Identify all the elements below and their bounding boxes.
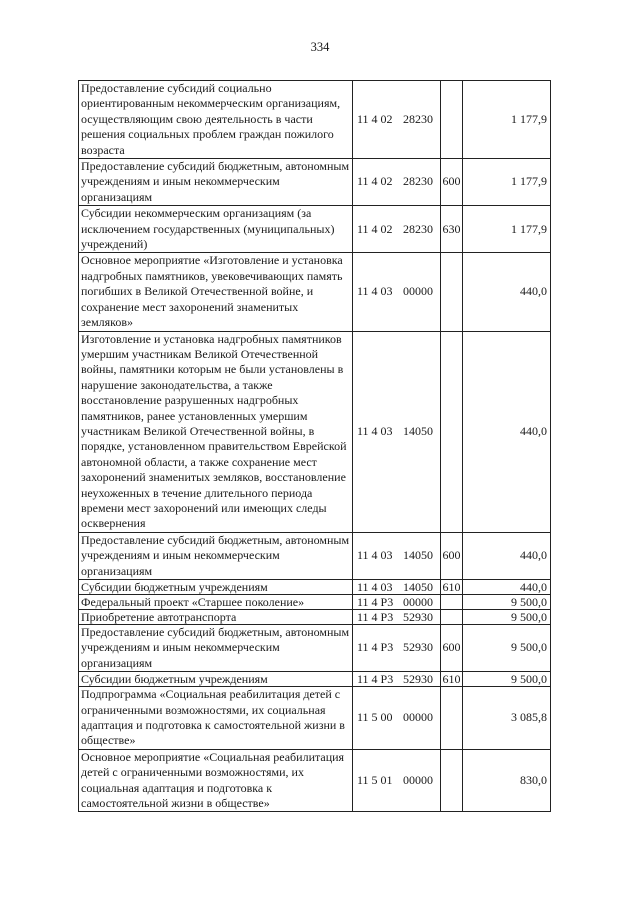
row-name: Субсидии бюджетным учреждениям	[79, 580, 353, 595]
table-row	[79, 81, 551, 159]
program-code: 11 4 03	[357, 423, 393, 438]
program-code: 11 4 P3	[357, 595, 394, 609]
row-code	[353, 331, 441, 532]
table-row	[79, 253, 551, 331]
program-code: 11 4 P3	[357, 672, 394, 687]
amount: 440,0	[463, 253, 551, 331]
amount: 9 500,0	[463, 625, 551, 672]
row-name: Подпрограмма «Социальная реабилитация детей с ограниченными возможностями, их социальная адаптация и подготовка к самостоятельной жизни в обществе»	[79, 687, 353, 750]
direction-code: 28230	[403, 221, 433, 236]
program-code: 11 5 01	[357, 772, 393, 787]
row-code	[353, 595, 441, 610]
expense-type	[441, 595, 463, 610]
row-name: Предоставление субсидий бюджетным, автономным учреждениям и иным некоммерческим организациям	[79, 159, 353, 206]
expense-type: 600	[441, 532, 463, 579]
table-row	[79, 580, 551, 595]
direction-code: 28230	[403, 174, 433, 189]
row-code	[353, 159, 441, 206]
row-code	[353, 81, 441, 159]
amount: 440,0	[463, 331, 551, 532]
table-row	[79, 331, 551, 532]
table-row	[79, 610, 551, 625]
table-row	[79, 206, 551, 253]
amount: 440,0	[463, 580, 551, 595]
expense-type	[441, 253, 463, 331]
direction-code: 52930	[403, 640, 433, 655]
table-row	[79, 749, 551, 812]
direction-code: 00000	[403, 710, 433, 725]
table-row	[79, 672, 551, 687]
row-code	[353, 672, 441, 687]
row-code	[353, 532, 441, 579]
program-code: 11 4 02	[357, 111, 393, 126]
row-name: Предоставление субсидий бюджетным, автономным учреждениям и иным некоммерческим организациям	[79, 532, 353, 579]
amount: 3 085,8	[463, 687, 551, 750]
row-code	[353, 253, 441, 331]
page-number: 334	[310, 40, 330, 54]
expense-type	[441, 81, 463, 159]
table-row	[79, 625, 551, 672]
amount: 9 500,0	[463, 672, 551, 687]
program-code: 11 4 03	[357, 548, 393, 563]
amount: 1 177,9	[463, 206, 551, 253]
program-code: 11 4 02	[357, 174, 393, 189]
expense-type	[441, 331, 463, 532]
expense-type	[441, 749, 463, 812]
table-row	[79, 595, 551, 610]
amount: 9 500,0	[463, 595, 551, 610]
row-name: Основное мероприятие «Социальная реабилитация детей с ограниченными возможностями, их социальная адаптация и подготовка к самостоятельной жизни в обществе»	[79, 749, 353, 812]
row-name: Федеральный проект «Старшее поколение»	[79, 595, 353, 610]
program-code: 11 4 P3	[357, 640, 394, 655]
program-code: 11 5 00	[357, 710, 393, 725]
direction-code: 00000	[403, 595, 433, 609]
amount: 440,0	[463, 532, 551, 579]
direction-code: 52930	[403, 610, 433, 624]
table-row	[79, 532, 551, 579]
direction-code: 14050	[403, 548, 433, 563]
direction-code: 14050	[403, 423, 433, 438]
row-code	[353, 625, 441, 672]
program-code: 11 4 03	[357, 580, 393, 594]
direction-code: 28230	[403, 111, 433, 126]
row-code	[353, 610, 441, 625]
row-code	[353, 206, 441, 253]
row-name: Предоставление субсидий бюджетным, автономным учреждениям и иным некоммерческим организациям	[79, 625, 353, 672]
program-code: 11 4 P3	[357, 610, 394, 624]
row-name: Изготовление и установка надгробных памятников умершим участникам Великой Отечественной войны, памятники которым не были установлены в нарушение законодательства, а также восстановление разрушенных надгробных памятников, ранее установленных умершим участникам Великой Отечественной войны, в порядке, установленном правительством Еврейской автономной области, а также сохранение мест захоронений знаменитых земляков, восстановление неухоженных в течение длительного периода времени мест захоронений или имеющих следы осквернения	[79, 331, 353, 532]
row-name: Предоставление субсидий социально ориентированным некоммерческим организациям, осуществляющим свою деятельность в части решения социальных проблем граждан пожилого возраста	[79, 81, 353, 159]
expense-type	[441, 610, 463, 625]
amount: 830,0	[463, 749, 551, 812]
direction-code: 52930	[403, 672, 433, 687]
amount: 9 500,0	[463, 610, 551, 625]
program-code: 11 4 02	[357, 221, 393, 236]
expense-type	[441, 687, 463, 750]
amount: 1 177,9	[463, 159, 551, 206]
row-name: Субсидии некоммерческим организациям (за исключением государственных (муниципальных) учреждений)	[79, 206, 353, 253]
row-name: Приобретение автотранспорта	[79, 610, 353, 625]
budget-table	[78, 80, 551, 812]
direction-code: 00000	[403, 284, 433, 299]
row-name: Субсидии бюджетным учреждениям	[79, 672, 353, 687]
row-code	[353, 687, 441, 750]
row-code	[353, 580, 441, 595]
direction-code: 14050	[403, 580, 433, 594]
expense-type: 610	[442, 672, 461, 687]
expense-type: 630	[441, 206, 463, 253]
expense-type: 610	[442, 580, 461, 594]
program-code: 11 4 03	[357, 284, 393, 299]
row-code	[353, 749, 441, 812]
table-row	[79, 159, 551, 206]
direction-code: 00000	[403, 772, 433, 787]
expense-type: 600	[441, 625, 463, 672]
table-row	[79, 687, 551, 750]
amount: 1 177,9	[463, 81, 551, 159]
expense-type: 600	[441, 159, 463, 206]
row-name: Основное мероприятие «Изготовление и установка надгробных памятников, увековечивающих память погибших в Великой Отечественной войне, и сохранение мест захоронений знаменитых земляков»	[79, 253, 353, 331]
